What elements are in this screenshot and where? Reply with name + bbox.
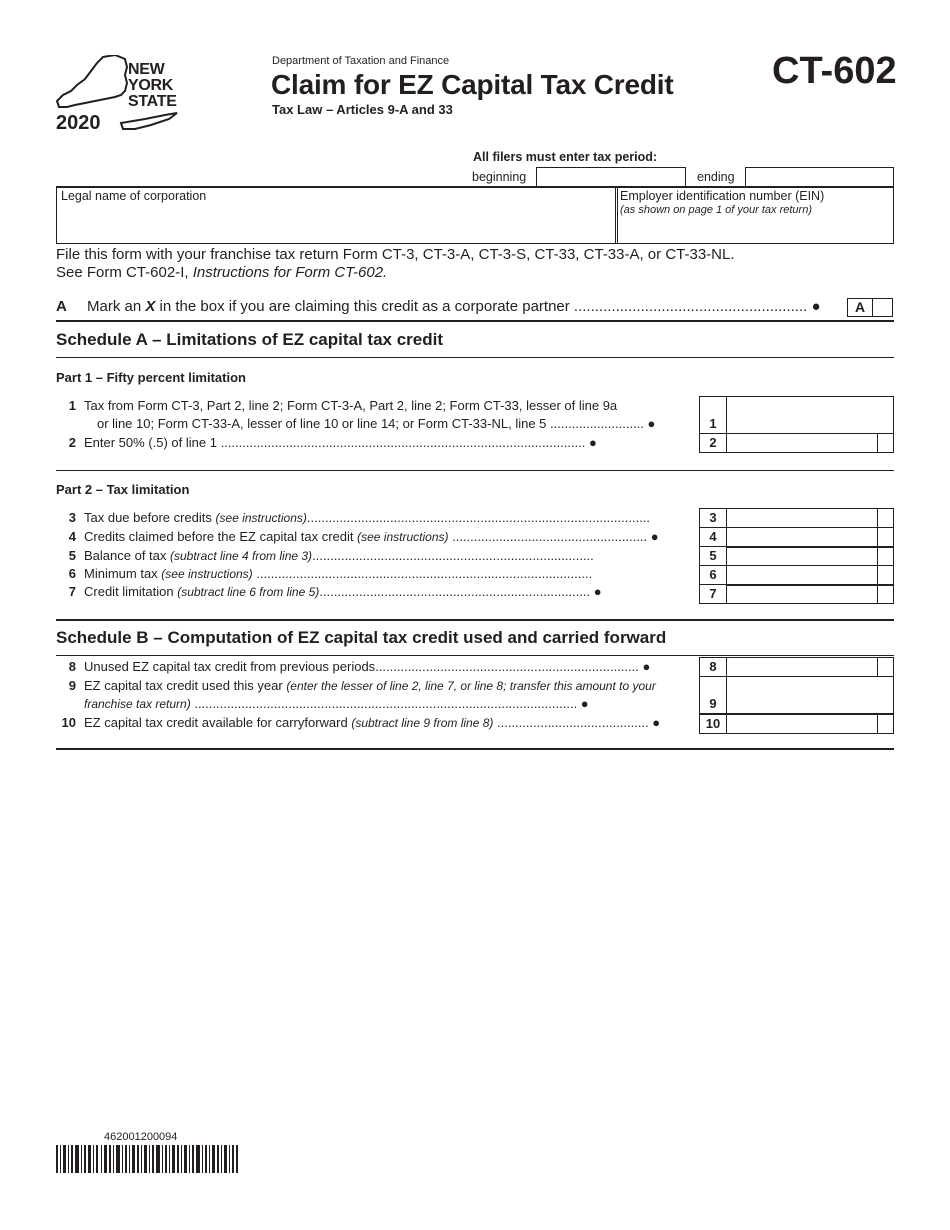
divider — [56, 655, 894, 656]
form-year: 2020 — [56, 112, 101, 134]
line-2-cents-field[interactable] — [877, 433, 894, 453]
filing-instructions — [56, 246, 735, 282]
period-beginning-label: beginning — [472, 170, 527, 184]
line-7-number: 7 — [699, 584, 727, 604]
corporation-name-label: Legal name of corporation — [61, 189, 207, 203]
line-4-number: 4 — [699, 527, 727, 547]
corporation-name-value — [57, 204, 617, 206]
line-8-number: 8 — [699, 657, 727, 677]
part2-title: Part 2 – Tax limitation — [56, 482, 190, 497]
line-3-cents-field[interactable] — [877, 508, 894, 528]
line-5-amount-field[interactable] — [726, 546, 878, 566]
line-a-letter: A — [56, 298, 67, 315]
line-9-text-continued: franchise tax return) .......................................................................................................... ● — [84, 696, 589, 711]
line-6-number: 6 — [699, 565, 727, 585]
ein-value — [616, 216, 893, 218]
line-1-text: 1 Tax from Form CT-3, Part 2, line 2; Form CT-3-A, Part 2, line 2; Form CT-33, lesser of line 9a — [68, 398, 618, 413]
line-8-text: 8 Unused EZ capital tax credit from previous periods......................................................................... ● — [68, 659, 651, 674]
corporation-name-field[interactable] — [56, 186, 618, 244]
line-5-number: 5 — [699, 546, 727, 566]
line-10-text: 10 EZ capital tax credit available for carryforward (subtract line 9 from line 8) .......................................... ● — [61, 715, 661, 730]
line-1-cents-field[interactable] — [877, 396, 894, 434]
line-2-number: 2 — [699, 433, 727, 453]
form-title: Claim for EZ Capital Tax Credit — [271, 69, 674, 100]
line-9-amount-field[interactable] — [726, 676, 878, 715]
line-7-text: 7 Credit limitation (subtract line 6 from line 5)........................................................................... ● — [68, 584, 602, 599]
line-4-text: 4 Credits claimed before the EZ capital tax credit (see instructions) ...................................................... ● — [68, 529, 659, 544]
line-3-number: 3 — [699, 508, 727, 528]
ein-note: (as shown on page 1 of your tax return) — [620, 204, 812, 216]
line-10-cents-field[interactable] — [877, 714, 894, 734]
form-subtitle: Tax Law – Articles 9-A and 33 — [272, 102, 453, 117]
line-7-amount-field[interactable] — [726, 584, 878, 604]
line-9-number: 9 — [709, 696, 717, 711]
line-9-text: 9 EZ capital tax credit used this year (enter the lesser of line 2, line 7, or line 8; transfer this amount to your — [68, 678, 656, 693]
barcode-number: 462001200094 — [104, 1131, 178, 1143]
divider — [56, 357, 894, 358]
line-7-cents-field[interactable] — [877, 584, 894, 604]
line-10-number: 10 — [699, 714, 727, 734]
line-9-cents-field[interactable] — [877, 676, 894, 715]
line-4-cents-field[interactable] — [877, 527, 894, 548]
line-4-amount-field[interactable] — [726, 527, 878, 548]
logo-text: NEW YORK STATE — [128, 61, 177, 110]
ein-field[interactable] — [615, 186, 894, 244]
line-2-amount-field[interactable] — [726, 433, 878, 453]
ein-label: Employer identification number (EIN) — [620, 189, 825, 203]
line-2-text: 2 Enter 50% (.5) of line 1 ..................................................................................................... ● — [68, 435, 597, 450]
barcode-icon — [56, 1145, 238, 1173]
schedule-a-title: Schedule A – Limitations of EZ capital tax credit — [56, 330, 443, 349]
line-3-text: 3 Tax due before credits (see instructions)............................................................................................... — [68, 510, 651, 525]
line-3-amount-field[interactable] — [726, 508, 878, 528]
department-name: Department of Taxation and Finance — [272, 55, 450, 67]
line-8-amount-field[interactable] — [726, 657, 878, 678]
line-1-number: 1 — [709, 416, 717, 431]
line-5-cents-field[interactable] — [877, 546, 894, 566]
line-1-amount-field[interactable] — [726, 396, 878, 434]
line-8-cents-field[interactable] — [877, 657, 894, 678]
line-6-cents-field[interactable] — [877, 565, 894, 586]
line-a: A Mark an X in the box if you are claiming this credit as a corporate partner ........................................................ ● — [56, 298, 821, 315]
filing-instructions-line2: See Form CT-602-I, Instructions for Form CT-602. — [56, 264, 388, 281]
form-number: CT-602 — [772, 50, 897, 92]
tax-period-label: All filers must enter tax period: — [473, 150, 658, 164]
divider — [56, 470, 894, 471]
part1-title: Part 1 – Fifty percent limitation — [56, 370, 246, 385]
corporate-partner-checkbox[interactable] — [871, 298, 893, 317]
schedule-b-title: Schedule B – Computation of EZ capital tax credit used and carried forward — [56, 628, 667, 647]
line-6-amount-field[interactable] — [726, 565, 878, 586]
period-ending-label: ending — [697, 170, 735, 184]
period-ending-field[interactable] — [745, 167, 894, 188]
divider — [56, 619, 894, 621]
divider — [56, 748, 894, 750]
filing-instructions-line1: File this form with your franchise tax return Form CT-3, CT-3-A, CT-3-S, CT-33, CT-33-A, or CT-33-NL. — [56, 246, 735, 263]
line-5-text: 5 Balance of tax (subtract line 4 from line 3).............................................................................. — [68, 548, 594, 563]
line-a-box-label: A — [847, 298, 873, 317]
line-1-text-continued: or line 10; Form CT-33-A, lesser of line 10 or line 14; or Form CT-33-NL, line 5 .......................... ● — [97, 416, 656, 431]
divider — [56, 320, 894, 322]
period-beginning-field[interactable] — [536, 167, 686, 188]
line-6-text: 6 Minimum tax (see instructions) ............................................................................................. — [68, 566, 593, 581]
line-10-amount-field[interactable] — [726, 714, 878, 734]
